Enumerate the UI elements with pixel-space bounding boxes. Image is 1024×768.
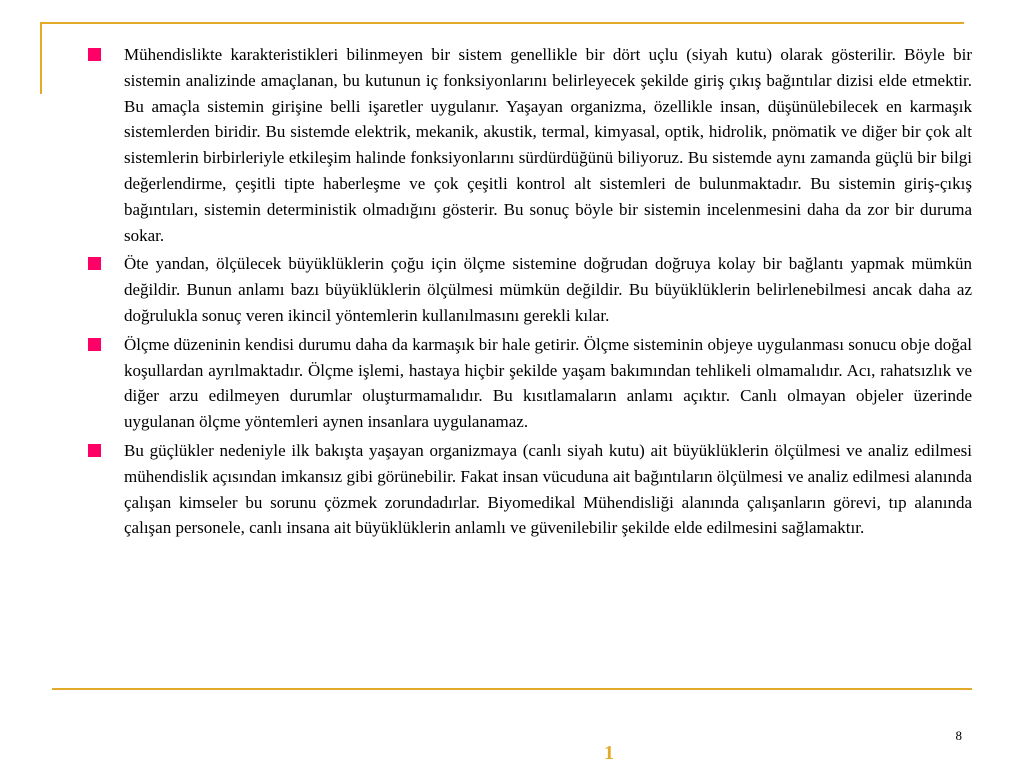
bullet-text: Bu güçlükler nedeniyle ilk bakışta yaşayan organizmaya (canlı siyah kutu) ait büyüklüklerin ölçülmesi ve analiz edilmesi mühendislik açısından imkansız gibi görünebilir. Fakat insan vücuduna ait bağıntıların ölçülmesi ve analiz edilmesi alanında çalışan kimseler bu sorunu çözmek zorundadırlar. Biyomedikal Mühendisliği alanında çalışanların görevi, tıp alanında çalışan personele, canlı insana ait büyüklüklerin anlamlı ve güvenilebilir şekilde elde edilmesini sağlamaktır. bbox=[124, 440, 972, 538]
bullet-item-1 bbox=[88, 42, 972, 248]
left-divider bbox=[40, 22, 42, 94]
page-number: 8 bbox=[955, 728, 962, 743]
bullet-item-3 bbox=[88, 332, 972, 435]
bullet-item-4 bbox=[88, 438, 972, 541]
top-divider bbox=[40, 22, 964, 24]
bullet-text: Ölçme düzeninin kendisi durumu daha da karmaşık bir hale getirir. Ölçme sisteminin objeye uygulanması sonucu obje doğal koşullardan ayrılmaktadır. Ölçme işlemi, hastaya hiçbir şekilde yaşam bakımından tehlikeli olmamalıdır. Acı, rahatsızlık ve diğer arzu edilmeyen durumlar oluşturmamalıdır. Bu kısıtlamaların anlamı açıktır. Canlı olmayan objeler üzerinde uygulanan ölçme yöntemleri aynen insanlara uygulanamaz. bbox=[124, 334, 972, 432]
slide-marker: 1 bbox=[604, 742, 614, 764]
square-bullet-icon bbox=[88, 444, 101, 457]
bullet-text: Öte yandan, ölçülecek büyüklüklerin çoğu için ölçme sistemine doğrudan doğruya kolay bir bağlantı yapmak mümkün değildir. Bunun anlamı bazı büyüklüklerin ölçülmesi mümkün değildir. Bu büyüklüklerin belirlenebilmesi ancak daha az doğrulukla sonuç veren ikincil yöntemlerin kullanılmasını gerekli kılar. bbox=[124, 254, 972, 325]
square-bullet-icon bbox=[88, 257, 101, 270]
square-bullet-icon bbox=[88, 48, 101, 61]
slide-content bbox=[88, 42, 972, 544]
bullet-text: Mühendislikte karakteristikleri bilinmeyen bir sistem genellikle bir dört uçlu (siyah kutu) olarak gösterilir. Böyle bir sistemin analizinde amaçlanan, bu kutunun iç fonksiyonlarını belirleyecek şekilde giriş çıkış bağıntılar dizisi elde etmektir. Bu amaçla sistemin girişine belli işaretler uygulanır. Yaşayan organizma, özellikle insan, düşünülebilecek en karmaşık sistemlerden biridir. Bu sistemde elektrik, mekanik, akustik, termal, kimyasal, optik, hidrolik, pnömatik ve diğer bir çok alt sistemlerin birbirleriyle etkileşim halinde fonksiyonlarını sürdürdüğünü biliyoruz. Bu sistemde aynı zamanda güçlü bir bilgi değerlendirme, çeşitli tipte haberleşme ve çok çeşitli kontrol alt sistemleri de bulunmaktadır. Bu sistemin giriş-çıkış bağıntıları, sistemin deterministik olmadığını gösterir. Bu sonuç böyle bir sistemin incelenmesini daha da zor bir duruma sokar. bbox=[124, 45, 972, 245]
bullet-item-2 bbox=[88, 251, 972, 328]
square-bullet-icon bbox=[88, 338, 101, 351]
bottom-divider bbox=[52, 688, 972, 690]
